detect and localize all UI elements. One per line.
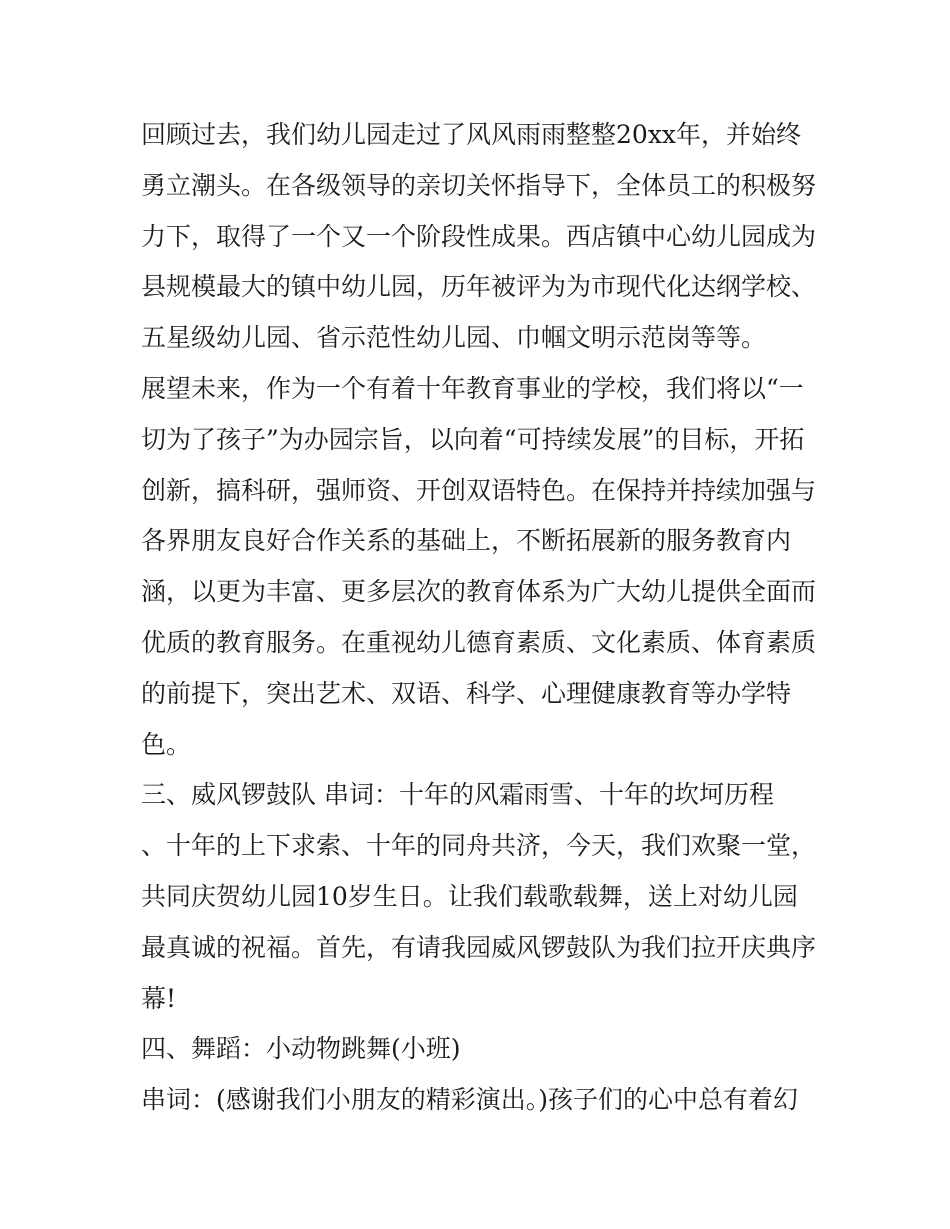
- text-line: 县规模最大的镇中幼儿园，历年被评为为市现代化达纲学校、: [141, 272, 817, 302]
- text-line: 回顾过去，我们幼儿园走过了风风雨雨整整20xx年，并始终: [141, 120, 802, 149]
- text-line: 共同庆贺幼儿园10岁生日。让我们载歌载舞，送上对幼儿园: [141, 881, 798, 911]
- text-line: 串词：(感谢我们小朋友的精彩演出。)孩子们的心中总有着幻: [141, 1085, 799, 1115]
- text-line: 五星级幼儿园、省示范性幼儿园、巾帼文明示范岗等等。: [141, 323, 767, 353]
- text-line: 色。: [141, 729, 192, 759]
- text-line: 展望未来，作为一个有着十年教育事业的学校，我们将以“一: [141, 373, 804, 403]
- text-line: 、十年的上下求索、十年的同舟共济，今天，我们欢聚一堂，: [141, 831, 817, 861]
- text-line: 四、舞蹈：小动物跳舞(小班): [141, 1034, 461, 1064]
- text-line: 幕!: [141, 983, 177, 1013]
- text-line: 的前提下，突出艺术、双语、科学、心理健康教育等办学特: [141, 678, 792, 708]
- document-body: [141, 110, 821, 1126]
- text-line: 三、威风锣鼓队 串词：十年的风霜雨雪、十年的坎坷历程: [141, 780, 774, 810]
- text-line: 切为了孩子”为办园宗旨，以向着“可持续发展”的目标，开拓: [141, 424, 805, 454]
- text-line: 各界朋友良好合作关系的基础上，不断拓展新的服务教育内: [141, 526, 792, 556]
- text-line: 创新，搞科研，强师资、开创双语特色。在保持并持续加强与: [141, 475, 817, 505]
- text-line: 勇立潮头。在各级领导的亲切关怀指导下，全体员工的积极努: [141, 170, 817, 200]
- text-line: 优质的教育服务。在重视幼儿德育素质、文化素质、体育素质: [141, 627, 817, 657]
- text-line: 涵，以更为丰富、更多层次的教育体系为广大幼儿提供全面而: [141, 577, 817, 607]
- text-line: 最真诚的祝福。首先，有请我园威风锣鼓队为我们拉开庆典序: [141, 932, 817, 962]
- text-line: 力下，取得了一个又一个阶段性成果。西店镇中心幼儿园成为: [141, 221, 817, 251]
